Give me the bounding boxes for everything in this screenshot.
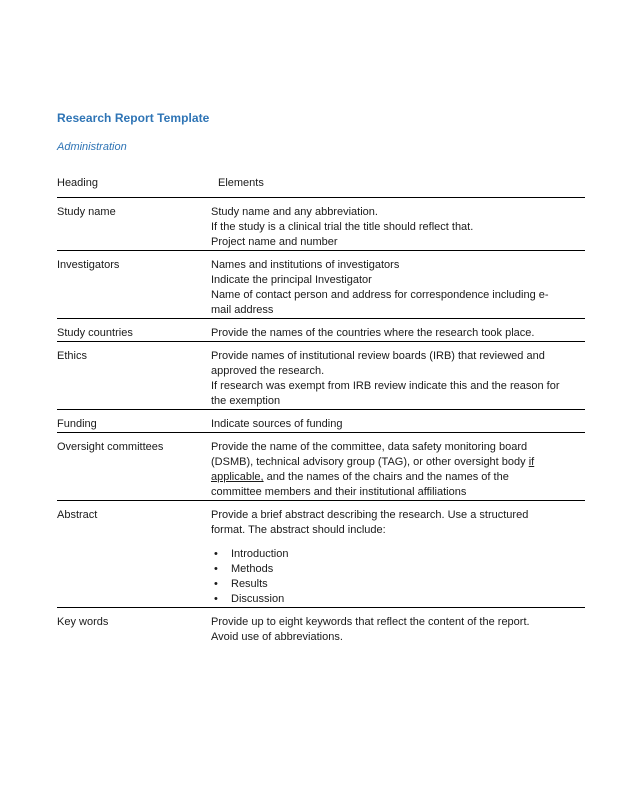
element-line: If research was exempt from IRB review indicate this and the reason for [211,380,560,392]
row-elements [211,251,585,319]
row-heading: Funding [57,410,211,433]
element-line: Provide up to eight keywords that reflect the content of the report. [211,616,530,628]
row-heading: Abstract [57,501,211,608]
table-header-row [57,176,585,198]
column-header-elements: Elements [218,177,264,189]
list-item-label: Methods [231,563,274,575]
bullet-icon: • [214,563,218,575]
element-line: Avoid use of abbreviations. [211,631,343,643]
column-header-heading: Heading [57,177,98,189]
row-elements [211,319,585,342]
list-item-label: Discussion [231,593,285,605]
element-line: Names and institutions of investigators [211,259,400,271]
element-line: approved the research. [211,365,325,377]
element-line: Study name and any abbreviation. [211,206,378,218]
table-row [57,342,585,410]
row-elements [211,433,585,501]
section-subtitle: Administration [57,141,127,153]
list-item [211,562,585,577]
element-line: Provide a brief abstract describing the research. Use a structured [211,509,529,521]
table-row [57,433,585,501]
element-text: and the names of the chairs and the names of the [263,471,509,483]
element-line [211,470,585,485]
element-line: Indicate the principal Investigator [211,274,372,286]
table-row [57,198,585,251]
list-item-label: Results [231,578,268,590]
row-heading: Study countries [57,319,211,342]
row-elements [211,608,585,646]
element-line: Name of contact person and address for correspondence including e- [211,289,549,301]
table-row [57,251,585,319]
table-row [57,608,585,646]
row-elements [211,501,585,608]
list-item-label: Introduction [231,548,289,560]
element-line: Provide names of institutional review boards (IRB) that reviewed and [211,350,545,362]
element-line [211,455,585,470]
element-line: mail address [211,304,274,316]
underlined-text: if [528,456,535,468]
table-row [57,410,585,433]
row-elements [211,198,585,251]
document-title: Research Report Template [57,111,210,125]
element-line: Indicate sources of funding [211,418,343,430]
row-heading: Study name [57,198,211,251]
table-row [57,319,585,342]
element-line: Project name and number [211,236,338,248]
bullet-icon: • [214,548,218,560]
abstract-bullet-list [211,547,585,607]
element-line: Provide the name of the committee, data safety monitoring board [211,441,528,453]
row-heading: Key words [57,608,211,646]
table-row [57,501,585,608]
element-text: (DSMB), technical advisory group (TAG), or other oversight body [211,456,529,468]
row-elements [211,342,585,410]
underlined-text: applicable, [211,471,264,483]
element-line: Provide the names of the countries where the research took place. [211,327,535,339]
element-line: If the study is a clinical trial the title should reflect that. [211,221,474,233]
row-heading: Ethics [57,342,211,410]
bullet-icon: • [214,578,218,590]
element-line: format. The abstract should include: [211,524,386,536]
report-template-table [57,176,585,645]
bullet-icon: • [214,593,218,605]
list-item [211,577,585,592]
list-item [211,547,585,562]
element-line: the exemption [211,395,281,407]
row-heading: Oversight committees [57,433,211,501]
list-item [211,592,585,607]
row-heading: Investigators [57,251,211,319]
row-elements [211,410,585,433]
element-line: committee members and their institutional affiliations [211,486,467,498]
